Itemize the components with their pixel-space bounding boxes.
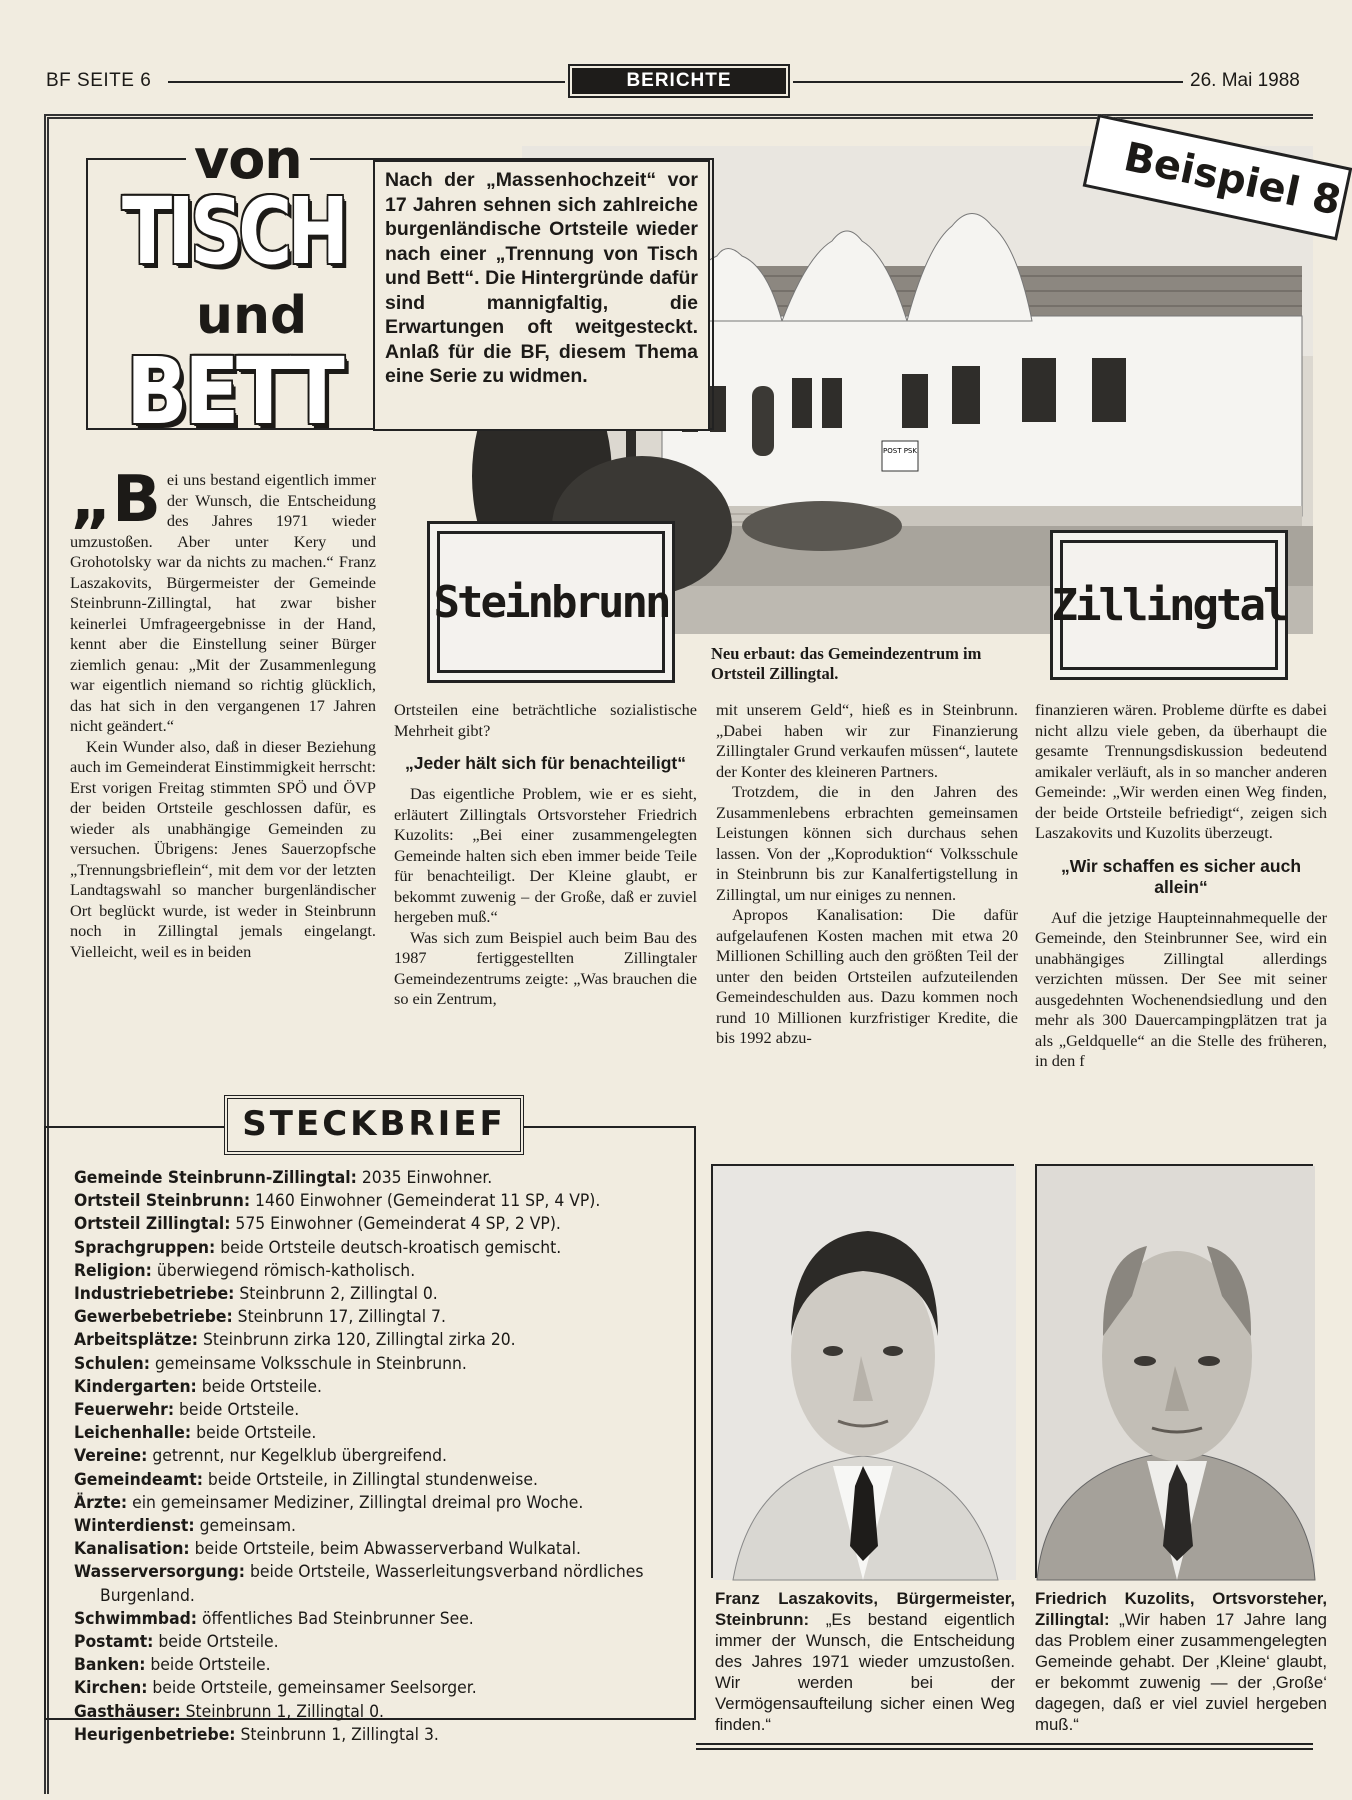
article-paragraph: Trotzdem, die in den Jahren des Zusammenlebens erbrachten gemeinsamen Leistungen können sich durchaus sehen lassen. Von der „Koproduktion“ Volksschule in Steinbrunn bis zur Kanalfertigstellung in Zillingtal, um nur einiges zu nennen. [716,782,1018,904]
steckbrief-label: Schwimmbad: [74,1607,198,1628]
steckbrief-value: beide Ortsteile, beim Abwasserverband Wulkatal. [189,1538,581,1559]
steckbrief-item [74,1700,688,1723]
portrait-quote: „Es bestand eigentlich immer der Wunsch, die Entscheidung des Jahres 1971 wieder umzustoßen. Wir werden bei der Vermögensaufteilung sicher einen Weg finden.“ [715,1610,1015,1734]
headline-bett: BETT [126,338,342,445]
steckbrief-item [74,1305,688,1328]
steckbrief-value: beide Ortsteile. [191,1422,317,1443]
steckbrief-item [74,1212,688,1235]
page-number: BF SEITE 6 [46,70,152,91]
portrait-kuzolits-image [1037,1166,1315,1580]
steckbrief-label: Industriebetriebe: [74,1283,235,1304]
steckbrief-value: beide Ortsteile. [196,1375,322,1396]
steckbrief-value: getrennt, nur Kegelklub übergreifend. [147,1445,447,1466]
sign-steinbrunn [427,521,675,683]
steckbrief-value: Steinbrunn zirka 120, Zillingtal zirka 20. [198,1329,516,1350]
steckbrief-label: Leichenhalle: [74,1422,192,1443]
steckbrief-value: Steinbrunn 2, Zillingtal 0. [234,1283,438,1304]
steckbrief-label: Gemeinde Steinbrunn-Zillingtal: [74,1167,357,1187]
steckbrief-value: beide Ortsteile deutsch-kroatisch gemischt. [215,1236,562,1257]
steckbrief-label: Ärzte: [74,1491,128,1512]
steckbrief-item [74,1421,688,1444]
steckbrief-value: beide Ortsteile, in Zillingtal stundenweise. [202,1468,538,1489]
steckbrief-label: Gewerbebetriebe: [74,1306,233,1327]
portrait-laszakovits-image [713,1166,1016,1580]
steckbrief-item [74,1537,688,1560]
header-rule-right [793,81,1183,83]
steckbrief-item [74,1236,688,1259]
header-rule-left [168,81,565,83]
steckbrief-item [74,1328,688,1351]
section-label: BERICHTE [572,68,786,94]
article-paragraph: Kein Wunder also, daß in dieser Beziehung auch im Gemeinderat Einstimmigkeit herrscht: Erst vorigen Freitag stimmten SPÖ und ÖVP der beiden Ortsteile geschlossen dafür, es wieder als unabhängige Gemeinden zu versuchen. Übrigens: Jenes Sauerzopfsche „Trennungsbrieflein“, mit dem vor der letzten Landtagswahl so mancher burgenländischer Ort beglückt wurde, ist weder in Steinbrunn noch in Zillingtal jemals eingelangt. Vielleicht, weil es in beiden [70,736,376,961]
portrait-caption-kuzolits [1035,1588,1327,1735]
headline-und: und [196,286,308,346]
steckbrief-label: Kindergarten: [74,1375,197,1396]
steckbrief-value: beide Ortsteile. [145,1654,271,1675]
steckbrief-label: Vereine: [74,1445,148,1466]
steckbrief-label: Religion: [74,1259,152,1280]
portrait-quote: „Wir haben 17 Jahre lang das Problem einer zusammengelegten Gemeinde gehabt. Der ‚Kleine‘ glaubt, er bekommt zuwenig — der ‚Große‘ dagegen, daß er viel zuviel hergeben muß.“ [1035,1610,1327,1734]
steckbrief-value: Steinbrunn 17, Zillingtal 7. [232,1306,446,1327]
steckbrief-value: beide Ortsteile. [174,1399,300,1420]
steckbrief-value: beide Ortsteile. [153,1631,279,1652]
steckbrief-value: Steinbrunn 1, Zillingtal 3. [235,1723,439,1744]
photo-caption: Neu erbaut: das Gemeindezentrum im Ortsteil Zillingtal. [711,644,982,683]
article-paragraph: ei uns bestand eigentlich immer der Wunsch, die Entscheidung des Jahres 1971 wieder umzustoßen. Aber unter Kery und Grohotolsky war da nichts zu machen.“ Franz Laszakovits, Bürgermeister der Gemeinde Steinbrunn-Zillingtal, hat zwar bisher keinerlei Umfrageergebnisse in der Hand, kennt aber die Einstellung seiner Bürger ziemlich genau: „Mit der Zusammenlegung war eigentlich niemand so richtig glücklich, das hat sich in den vergangenen 17 Jahren nicht geändert.“ [70,470,376,735]
steckbrief-label: Ortsteil Steinbrunn: [74,1190,251,1211]
section-label-box [568,64,790,98]
steckbrief-label: Ortsteil Zillingtal: [74,1213,231,1234]
portrait-kuzolits [1035,1164,1313,1578]
steckbrief-value: überwiegend römisch-katholisch. [151,1259,416,1280]
steckbrief-label: Feuerwehr: [74,1399,175,1420]
headline-tisch: TISCH [122,178,345,285]
steckbrief-value: 2035 Einwohner. [356,1167,493,1187]
article-column-4 [1035,700,1327,1072]
steckbrief-item [74,1491,688,1514]
steckbrief-item [74,1723,688,1746]
steckbrief-value: öffentliches Bad Steinbrunner See. [197,1607,474,1628]
steckbrief-label: Schulen: [74,1352,150,1373]
steckbrief-label: Banken: [74,1654,146,1675]
headline-von: von [186,128,310,191]
steckbrief-list [74,1166,688,1746]
subheading-benachteiligt: „Jeder hält sich für benachteiligt“ [404,753,687,773]
sign-steinbrunn-text: Steinbrunn [437,531,665,673]
steckbrief-label: Heurigenbetriebe: [74,1723,236,1744]
steckbrief-item [74,1375,688,1398]
subheading-allein: „Wir schaffen es sicher auch allein“ [1060,855,1302,897]
steckbrief-item [74,1653,688,1676]
steckbrief-value: 1460 Einwohner (Gemeinderat 11 SP, 4 VP). [250,1190,601,1211]
article-paragraph: Auf die jetzige Haupteinnahmequelle der Gemeinde, den Steinbrunner See, wird ein unabhängiges Zillingtal allerdings verzichten müssen. Der See mit seiner ausgedehnten Wochenendsiedlung und den mehr als 300 Dauercampingplätzen trat ja als „Geldquelle“ an die Stelle des früheren, in den f [1035,907,1327,1070]
steckbrief-title: STECKBRIEF [224,1095,524,1155]
bottom-rule [696,1743,1313,1750]
steckbrief-item [74,1560,688,1606]
sign-zillingtal [1050,530,1288,680]
article-paragraph: Ortsteilen eine beträchtliche sozialistische Mehrheit gibt? [394,700,697,740]
portrait-caption-laszakovits [715,1588,1015,1735]
issue-date: 26. Mai 1988 [1190,70,1300,91]
lead-paragraph: Nach der „Massenhochzeit“ vor 17 Jahren sehnen sich zahlreiche burgenländische Ortsteile wieder nach einer „Trennung von Tisch und Bett“. Die Hintergründe dafür sind mannigfaltig, die Erwartungen oft weitgesteckt. Anlaß für die BF, diesem Thema eine Serie zu widmen. [373,160,710,431]
steckbrief-item [74,1398,688,1421]
steckbrief-item [74,1259,688,1282]
article-paragraph: Das eigentliche Problem, wie er es sieht, erläutert Zillingtals Ortsvorsteher Friedrich Kuzolits: „Bei einer zusammengelegten Gemeinde halten sich eben immer beide Teile für benachteiligt. Der Kleine glaubt, er bekommt zuwenig – der Große, daß er zuviel hergeben muß.“ [394,784,697,926]
steckbrief-item [74,1514,688,1537]
steckbrief-item [74,1352,688,1375]
steckbrief-label: Winterdienst: [74,1515,195,1536]
steckbrief-value: gemeinsame Volksschule in Steinbrunn. [149,1352,467,1373]
steckbrief-label: Sprachgruppen: [74,1236,216,1257]
steckbrief-item [74,1166,688,1189]
article-paragraph: Apropos Kanalisation: Die dafür aufgelaufenen Kosten machen mit etwa 20 Millionen Schilling auch den größten Teil der unter den beiden Ortsteilen aufzuteilenden Gemeindeschulden aus. Dazu kommen noch rund 10 Millionen kurzfristiger Kredite, die bis 1992 abzu- [716,905,1018,1047]
steckbrief-value: gemeinsam. [194,1515,296,1536]
article-paragraph: mit unserem Geld“, hieß es in Steinbrunn. „Dabei haben wir zur Finanzierung Zillingtaler Grund verkaufen müssen“, lautete der Konter des kleineren Partners. [716,700,1018,781]
steckbrief-value: 575 Einwohner (Gemeinderat 4 SP, 2 VP). [230,1213,561,1234]
article-paragraph: Was sich zum Beispiel auch beim Bau des 1987 fertiggestellten Zillingtaler Gemeindezentrums zeigte: „Was brauchen die so ein Zentrum, [394,927,697,1008]
steckbrief-item [74,1189,688,1212]
steckbrief-label: Arbeitsplätze: [74,1329,199,1350]
steckbrief-value: beide Ortsteile, gemeinsamer Seelsorger. [147,1677,477,1698]
steckbrief-label: Gemeindeamt: [74,1468,203,1489]
article-paragraph: finanzieren wären. Probleme dürfte es dabei nicht allzu viele geben, da überhaupt die gesamte Trennungsdiskussion bedeutend amikaler verläuft, als in so mancher anderen Gemeinde: „Wir werden einen Weg finden, der beide Ortsteile befriedigt“, zeigen sich Laszakovits und Kuzolits überzeugt. [1035,700,1327,842]
steckbrief-item [74,1630,688,1653]
article-column-3 [716,700,1018,1049]
drop-cap: „B [70,463,161,537]
steckbrief-item [74,1444,688,1467]
portrait-name: Friedrich Kuzolits, Ortsvorsteher, Zillingtal: [1035,1589,1327,1629]
series-badge: Beispiel 8 [1083,114,1352,240]
steckbrief-value: beide Ortsteile, Wasserleitungsverband nördliches Burgenland. [100,1561,644,1605]
article-column-1 [70,463,376,962]
steckbrief-label: Postamt: [74,1631,154,1652]
post-sign: POST PSK [883,447,917,455]
portrait-name: Franz Laszakovits, Bürgermeister, Steinbrunn: [715,1589,1015,1629]
steckbrief-label: Kirchen: [74,1677,148,1698]
steckbrief-value: ein gemeinsamer Mediziner, Zillingtal dreimal pro Woche. [127,1491,584,1512]
steckbrief-item [74,1468,688,1491]
steckbrief-value: Steinbrunn 1, Zillingtal 0. [180,1700,384,1721]
steckbrief-label: Kanalisation: [74,1538,190,1559]
steckbrief-item [74,1676,688,1699]
steckbrief-label: Gasthäuser: [74,1700,181,1721]
steckbrief-item [74,1282,688,1305]
sign-zillingtal-text: Zillingtal [1060,540,1278,670]
steckbrief-item [74,1607,688,1630]
portrait-laszakovits [711,1164,1014,1578]
article-column-2 [394,700,697,1010]
steckbrief-label: Wasserversorgung: [74,1561,246,1582]
